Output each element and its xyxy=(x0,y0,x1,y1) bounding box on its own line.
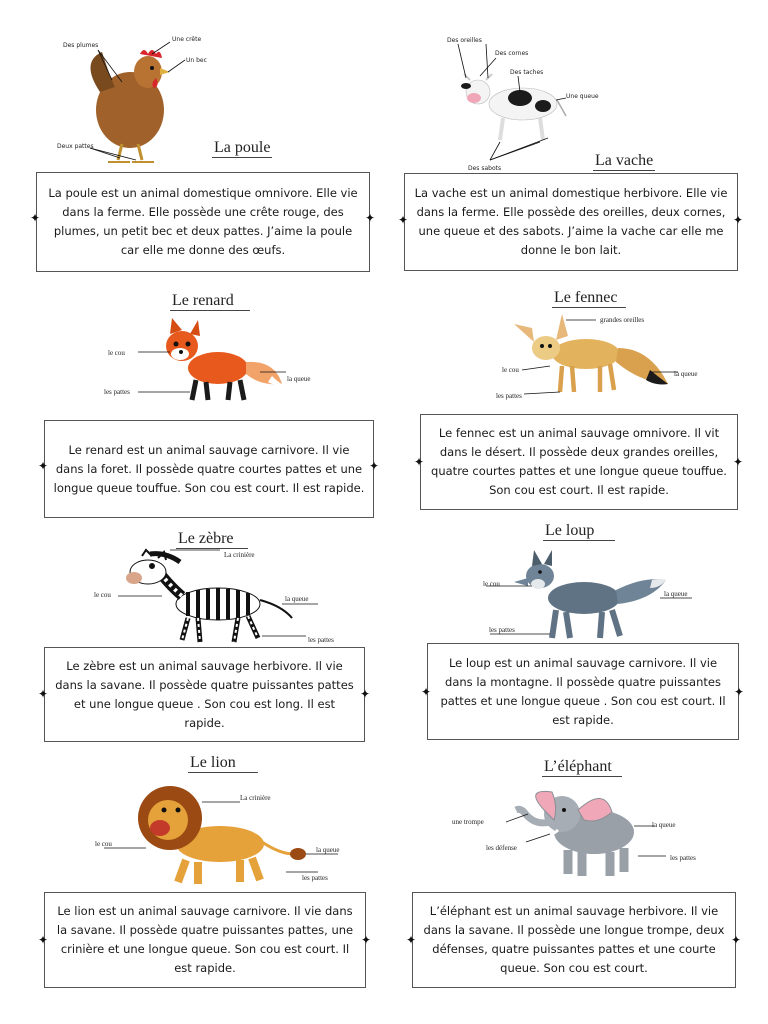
label-les-pattes: les pattes xyxy=(302,874,328,882)
label-grandes-oreilles: grandes oreilles xyxy=(600,316,645,324)
text-box-vache: La vache est un animal domestique herbivore. Elle vie dans la ferme. Elle possède des oreilles, deux cornes, une queue et des sabots. J’aime la vache car elle me donne le bon lait. xyxy=(404,173,738,271)
star-icon: ✦ xyxy=(413,455,425,469)
star-icon: ✦ xyxy=(732,213,744,227)
text-box-fennec: Le fennec est un animal sauvage omnivore. Il vit dans le désert. Il possède deux grandes oreilles, quatre courtes pattes et une longue queue touffue. Son cou est court. Il est rapide. xyxy=(420,414,738,510)
label-le-cou: le cou xyxy=(108,349,125,357)
star-icon: ✦ xyxy=(368,459,380,473)
label-les-defense: les défense xyxy=(486,844,517,852)
title-le-lion: Le lion xyxy=(188,754,258,773)
label-la-queue: la queue xyxy=(664,590,688,598)
title-le-fennec: Le fennec xyxy=(552,289,626,308)
fennec-illustration xyxy=(500,308,680,400)
label-un-bec: Un bec xyxy=(186,57,207,64)
title-le-renard: Le renard xyxy=(170,292,250,311)
text-box-elephant: L’éléphant est un animal sauvage herbivore. Il vie dans la savane. Il possède une longue trompe, deux défenses, quatre puissantes pattes et une courte queue. Son cou est court. xyxy=(412,892,736,988)
text-box-lion: Le lion est un animal sauvage carnivore. Il vie dans la savane. Il possède quatre puissantes pattes, une crinière et une longue queue. Son cou est court. Il est rapide. xyxy=(44,892,366,988)
label-des-plumes: Des plumes xyxy=(63,42,99,49)
label-les-pattes: les pattes xyxy=(308,636,334,644)
text-box-poule: La poule est un animal domestique omnivore. Elle vie dans la ferme. Elle possède une crête rouge, des plumes, un petit bec et deux pattes. J’aime la poule car elle me donne des œufs. xyxy=(36,172,370,272)
text-box-renard: Le renard est un animal sauvage carnivore. Il vie dans la foret. Il possède quatre courtes pattes et une longue queue touffue. Son cou est court. Il est rapide. xyxy=(44,420,374,518)
title-la-poule: La poule xyxy=(214,139,271,156)
star-icon: ✦ xyxy=(733,685,745,699)
text-box-loup: Le loup est un animal sauvage carnivore. Il vie dans la montagne. Il possède quatre puissantes pattes et une longue queue . Son cou est court. Il est rapide. xyxy=(427,643,739,740)
label-le-cou: le cou xyxy=(95,840,112,848)
star-icon: ✦ xyxy=(397,213,409,227)
star-icon: ✦ xyxy=(405,933,417,947)
star-icon: ✦ xyxy=(730,933,742,947)
label-des-sabots: Des sabots xyxy=(468,165,502,172)
label-le-cou: le cou xyxy=(502,366,519,374)
star-icon: ✦ xyxy=(360,933,372,947)
label-les-pattes: les pattes xyxy=(104,388,130,396)
label-la-queue: la queue xyxy=(652,821,676,829)
label-des-cornes: Des cornes xyxy=(495,50,529,57)
label-une-queue: Une queue xyxy=(566,93,599,100)
title-le-zebre: Le zèbre xyxy=(176,530,248,549)
star-icon: ✦ xyxy=(37,933,49,947)
label-le-cou: le cou xyxy=(94,591,111,599)
wolf-illustration xyxy=(484,542,694,644)
title-l-elephant: L’éléphant xyxy=(542,758,622,777)
fox-illustration xyxy=(150,310,290,406)
text-box-zebre: Le zèbre est un animal sauvage herbivore. Il vie dans la savane. Il possède quatre puissantes pattes et une longue queue . Son cou est long. Il est rapide. xyxy=(44,647,365,742)
star-icon: ✦ xyxy=(732,455,744,469)
star-icon: ✦ xyxy=(359,687,371,701)
label-des-taches: Des taches xyxy=(510,69,544,76)
label-le-cou: le cou xyxy=(483,580,500,588)
label-les-pattes: les pattes xyxy=(489,626,515,634)
label-les-pattes: les pattes xyxy=(496,392,522,400)
label-la-queue: la queue xyxy=(316,846,340,854)
label-la-queue: la queue xyxy=(285,595,309,603)
star-icon: ✦ xyxy=(37,459,49,473)
elephant-illustration xyxy=(454,782,704,878)
lion-illustration xyxy=(90,780,340,888)
label-une-crete: Une crête xyxy=(172,36,202,43)
label-deux-pattes: Deux pattes xyxy=(57,143,94,150)
label-la-queue: la queue xyxy=(287,375,311,383)
label-la-queue: la queue xyxy=(674,370,698,378)
label-une-trompe: une trompe xyxy=(452,818,484,826)
label-des-oreilles: Des oreilles xyxy=(447,37,482,44)
label-la-criniere: La crinière xyxy=(240,794,271,802)
label-la-criniere: La crinière xyxy=(224,551,255,559)
star-icon: ✦ xyxy=(37,687,49,701)
label-les-pattes: les pattes xyxy=(670,854,696,862)
title-le-loup: Le loup xyxy=(543,522,615,541)
star-icon: ✦ xyxy=(420,685,432,699)
star-icon: ✦ xyxy=(29,211,41,225)
star-icon: ✦ xyxy=(364,211,376,225)
title-la-vache: La vache xyxy=(595,152,654,169)
